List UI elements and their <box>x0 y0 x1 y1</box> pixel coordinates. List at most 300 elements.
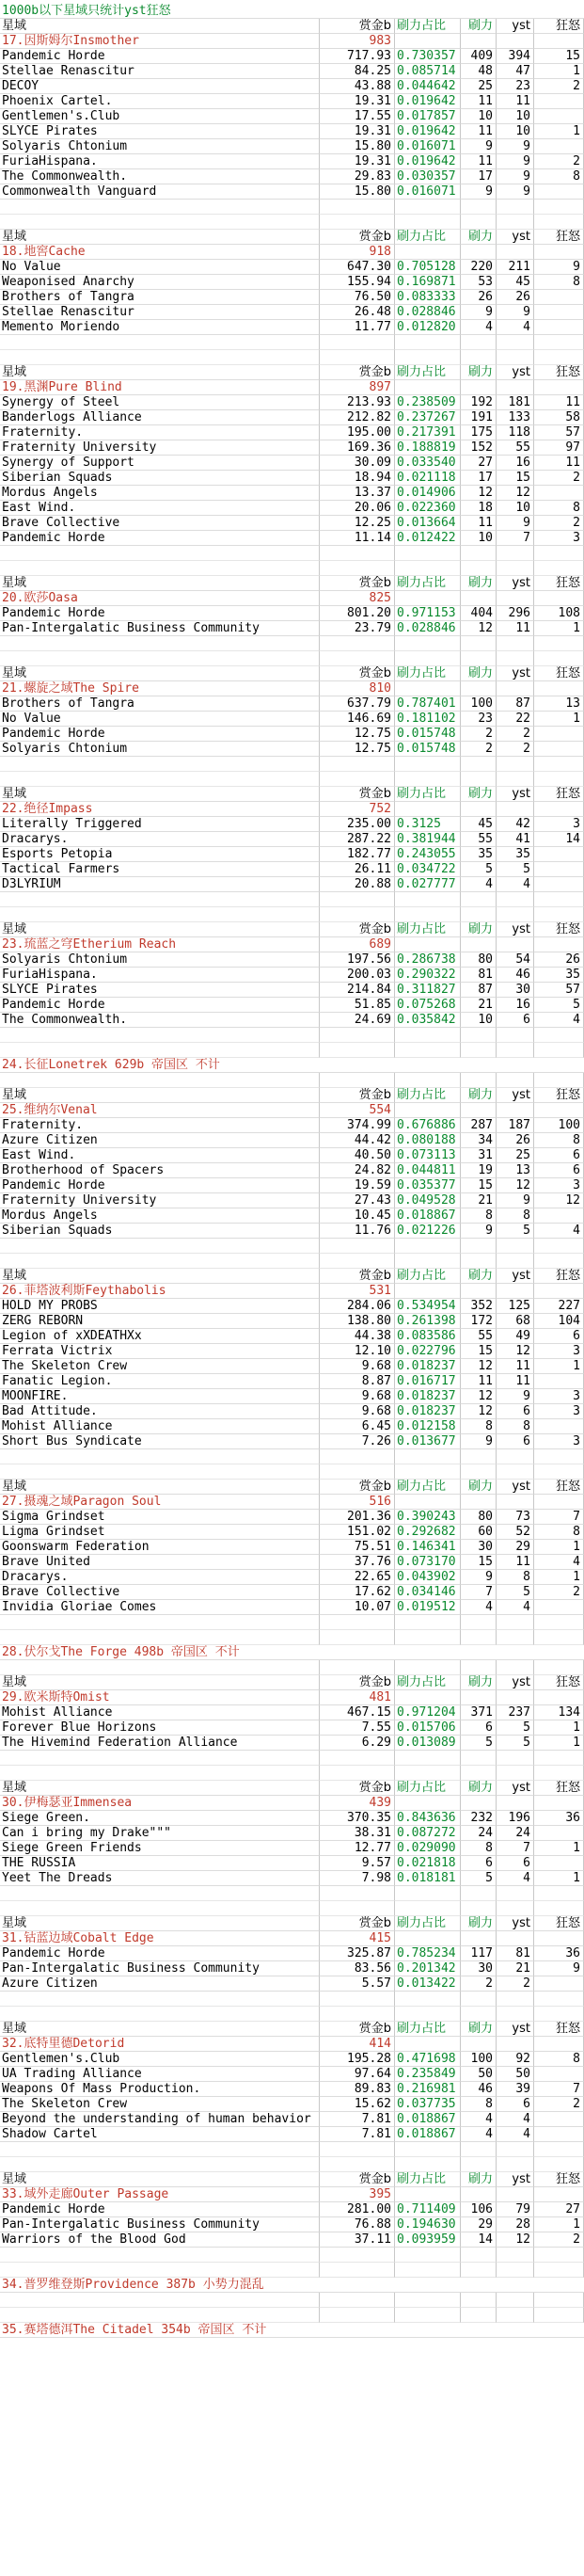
cell[interactable]: D3LYRIUM <box>0 877 320 892</box>
cell[interactable] <box>0 2157 320 2172</box>
cell[interactable] <box>320 1751 395 1766</box>
cell[interactable] <box>461 802 497 817</box>
cell[interactable] <box>497 2263 534 2278</box>
cell[interactable]: yst <box>497 1916 534 1931</box>
cell[interactable]: 星域 <box>0 230 320 245</box>
cell[interactable]: 狂怒 <box>534 2022 584 2037</box>
cell[interactable] <box>534 1073 584 1088</box>
cell[interactable]: Fraternity. <box>0 1118 320 1133</box>
cell[interactable]: 0.035842 <box>395 1013 461 1028</box>
cell[interactable]: 106 <box>461 2202 497 2217</box>
cell[interactable]: 25.维纳尔Venal <box>0 1103 320 1118</box>
cell[interactable]: 10.45 <box>320 1208 395 1224</box>
cell[interactable]: 25 <box>497 1148 534 1163</box>
cell[interactable] <box>0 561 320 576</box>
cell[interactable] <box>395 937 461 952</box>
cell[interactable]: 55 <box>461 1329 497 1344</box>
cell[interactable]: 50 <box>461 2067 497 2082</box>
cell[interactable] <box>0 1464 320 1480</box>
cell[interactable]: 60 <box>461 1525 497 1540</box>
cell[interactable]: 83.56 <box>320 1961 395 1976</box>
cell[interactable]: 0.013677 <box>395 1434 461 1449</box>
cell[interactable]: yst <box>497 666 534 681</box>
cell[interactable]: 16 <box>497 998 534 1013</box>
cell[interactable]: 0.971153 <box>395 606 461 621</box>
cell[interactable] <box>320 1766 395 1781</box>
cell[interactable]: 23 <box>497 79 534 94</box>
cell[interactable]: 1 <box>534 124 584 139</box>
cell[interactable] <box>534 1630 584 1645</box>
cell[interactable]: 8 <box>534 275 584 290</box>
cell[interactable]: 531 <box>320 1284 395 1299</box>
cell[interactable] <box>534 320 584 335</box>
cell[interactable]: 28 <box>497 2217 534 2232</box>
cell[interactable]: 1 <box>534 1720 584 1736</box>
cell[interactable] <box>534 727 584 742</box>
cell[interactable]: Warriors of the Blood God <box>0 2232 320 2248</box>
cell[interactable] <box>534 651 584 666</box>
cell[interactable]: 22 <box>497 712 534 727</box>
cell[interactable] <box>461 380 497 395</box>
cell[interactable]: 狂怒 <box>534 365 584 380</box>
cell[interactable]: 195.28 <box>320 2052 395 2067</box>
cell[interactable] <box>320 200 395 215</box>
cell[interactable] <box>497 1073 534 1088</box>
cell[interactable] <box>320 350 395 365</box>
cell[interactable]: 0.034722 <box>395 862 461 877</box>
cell[interactable]: 296 <box>497 606 534 621</box>
cell[interactable]: 11 <box>461 516 497 531</box>
cell[interactable] <box>461 215 497 230</box>
cell[interactable]: 0.083586 <box>395 1329 461 1344</box>
cell[interactable]: 19.黑渊Pure Blind <box>0 380 320 395</box>
cell[interactable] <box>0 1992 320 2007</box>
cell[interactable]: yst <box>497 787 534 802</box>
cell[interactable]: 0.237267 <box>395 410 461 425</box>
cell[interactable]: 80 <box>461 1510 497 1525</box>
cell[interactable] <box>0 2263 320 2278</box>
cell[interactable]: East Wind. <box>0 1148 320 1163</box>
cell[interactable]: 19 <box>461 1163 497 1178</box>
cell[interactable] <box>534 2248 584 2263</box>
cell[interactable] <box>497 2308 534 2323</box>
cell[interactable]: 11.14 <box>320 531 395 546</box>
cell[interactable] <box>395 380 461 395</box>
cell[interactable]: 44.42 <box>320 1133 395 1148</box>
cell[interactable]: East Wind. <box>0 501 320 516</box>
cell[interactable]: 8 <box>461 1419 497 1434</box>
cell[interactable]: 12 <box>461 1389 497 1404</box>
cell[interactable]: 0.201342 <box>395 1961 461 1976</box>
cell[interactable]: 9 <box>497 169 534 184</box>
cell[interactable] <box>534 2112 584 2127</box>
cell[interactable] <box>497 802 534 817</box>
cell[interactable]: Ferrata Victrix <box>0 1344 320 1359</box>
cell[interactable] <box>320 1073 395 1088</box>
cell[interactable]: 刷力占比 <box>395 576 461 591</box>
cell[interactable]: 5 <box>534 998 584 1013</box>
cell[interactable] <box>395 1073 461 1088</box>
cell[interactable]: 0.028846 <box>395 621 461 636</box>
cell[interactable] <box>461 2248 497 2263</box>
cell[interactable]: Synergy of Support <box>0 456 320 471</box>
cell[interactable]: 41 <box>497 832 534 847</box>
cell[interactable] <box>534 215 584 230</box>
cell[interactable]: 89.83 <box>320 2082 395 2097</box>
cell[interactable] <box>320 561 395 576</box>
cell[interactable]: 21.螺旋之域The Spire <box>0 681 320 696</box>
cell[interactable]: 0.033540 <box>395 456 461 471</box>
cell[interactable]: Bad Attitude. <box>0 1404 320 1419</box>
cell[interactable]: Solyaris Chtonium <box>0 952 320 968</box>
cell[interactable]: 星域 <box>0 2172 320 2187</box>
cell[interactable] <box>497 245 534 260</box>
cell[interactable] <box>320 1464 395 1480</box>
cell[interactable] <box>497 1630 534 1645</box>
cell[interactable] <box>395 2007 461 2022</box>
cell[interactable] <box>395 1931 461 1946</box>
cell[interactable]: 8.87 <box>320 1374 395 1389</box>
cell[interactable]: 0.146341 <box>395 1540 461 1555</box>
cell[interactable]: 狂怒 <box>534 1916 584 1931</box>
cell[interactable]: Phoenix Cartel. <box>0 94 320 109</box>
cell[interactable]: 赏金b <box>320 1916 395 1931</box>
cell[interactable] <box>395 1254 461 1269</box>
cell[interactable]: Pan-Intergalatic Business Community <box>0 1961 320 1976</box>
cell[interactable]: 12 <box>497 486 534 501</box>
cell[interactable]: 星域 <box>0 2022 320 2037</box>
cell[interactable]: 0.018237 <box>395 1359 461 1374</box>
cell[interactable]: 11 <box>497 94 534 109</box>
cell[interactable]: The Commonwealth. <box>0 169 320 184</box>
cell[interactable]: Fraternity University <box>0 1193 320 1208</box>
cell[interactable] <box>497 200 534 215</box>
cell[interactable] <box>395 546 461 561</box>
cell[interactable] <box>320 1028 395 1043</box>
cell[interactable]: 175 <box>461 425 497 440</box>
cell[interactable]: 200.03 <box>320 968 395 983</box>
cell[interactable]: The Commonwealth. <box>0 1013 320 1028</box>
cell[interactable]: 211 <box>497 260 534 275</box>
cell[interactable]: 7 <box>461 1585 497 1600</box>
cell[interactable]: 35.赛塔德洱The Citadel 354b 帝国区 不计 <box>0 2323 584 2338</box>
cell[interactable] <box>534 1766 584 1781</box>
cell[interactable] <box>461 1043 497 1058</box>
cell[interactable] <box>497 892 534 907</box>
cell[interactable]: 24 <box>461 1826 497 1841</box>
cell[interactable]: 0.235849 <box>395 2067 461 2082</box>
cell[interactable]: 58 <box>534 410 584 425</box>
cell[interactable]: 刷力 <box>461 576 497 591</box>
cell[interactable] <box>461 1239 497 1254</box>
cell[interactable]: 0.216981 <box>395 2082 461 2097</box>
cell[interactable] <box>461 1751 497 1766</box>
cell[interactable] <box>534 847 584 862</box>
cell[interactable]: Brave United <box>0 1555 320 1570</box>
cell[interactable] <box>534 1976 584 1992</box>
cell[interactable]: Pan-Intergalatic Business Community <box>0 621 320 636</box>
cell[interactable]: FuriaHispana. <box>0 154 320 169</box>
cell[interactable] <box>461 1449 497 1464</box>
cell[interactable] <box>534 546 584 561</box>
cell[interactable] <box>320 1630 395 1645</box>
cell[interactable] <box>0 757 320 772</box>
cell[interactable]: 21 <box>497 1961 534 1976</box>
cell[interactable] <box>497 2007 534 2022</box>
cell[interactable]: 9 <box>461 184 497 200</box>
cell[interactable]: 138.80 <box>320 1314 395 1329</box>
cell[interactable]: 7 <box>497 1841 534 1856</box>
cell[interactable] <box>461 2293 497 2308</box>
cell[interactable]: Fraternity. <box>0 425 320 440</box>
cell[interactable]: 0.019642 <box>395 94 461 109</box>
cell[interactable] <box>0 2248 320 2263</box>
cell[interactable]: 26 <box>534 952 584 968</box>
cell[interactable]: 刷力占比 <box>395 1269 461 1284</box>
cell[interactable]: 169.36 <box>320 440 395 456</box>
cell[interactable]: 45 <box>461 817 497 832</box>
cell[interactable]: 刷力 <box>461 365 497 380</box>
cell[interactable]: 5 <box>461 1871 497 1886</box>
cell[interactable] <box>395 1464 461 1480</box>
cell[interactable]: 23.79 <box>320 621 395 636</box>
cell[interactable]: Synergy of Steel <box>0 395 320 410</box>
cell[interactable]: 0.037735 <box>395 2097 461 2112</box>
cell[interactable]: 1 <box>534 64 584 79</box>
cell[interactable]: 12 <box>497 2232 534 2248</box>
cell[interactable] <box>461 907 497 922</box>
cell[interactable] <box>320 1239 395 1254</box>
cell[interactable]: Pan-Intergalatic Business Community <box>0 2217 320 2232</box>
cell[interactable]: 27.摄魂之域Paragon Soul <box>0 1495 320 1510</box>
cell[interactable]: Esports Petopia <box>0 847 320 862</box>
cell[interactable]: Solyaris Chtonium <box>0 139 320 154</box>
cell[interactable] <box>534 2007 584 2022</box>
cell[interactable]: 0.013089 <box>395 1736 461 1751</box>
cell[interactable] <box>534 2037 584 2052</box>
cell[interactable] <box>534 350 584 365</box>
cell[interactable]: Forever Blue Horizons <box>0 1720 320 1736</box>
cell[interactable]: 狂怒 <box>534 2172 584 2187</box>
cell[interactable]: 0.016071 <box>395 139 461 154</box>
cell[interactable]: 1 <box>534 1570 584 1585</box>
cell[interactable] <box>395 2308 461 2323</box>
cell[interactable] <box>0 1901 320 1916</box>
cell[interactable] <box>497 1103 534 1118</box>
cell[interactable] <box>395 215 461 230</box>
cell[interactable] <box>320 907 395 922</box>
cell[interactable] <box>497 2157 534 2172</box>
cell[interactable] <box>497 1992 534 2007</box>
cell[interactable]: 19.59 <box>320 1178 395 1193</box>
cell[interactable] <box>461 2037 497 2052</box>
cell[interactable] <box>320 651 395 666</box>
cell[interactable]: 7.26 <box>320 1434 395 1449</box>
cell[interactable]: 星域 <box>0 787 320 802</box>
cell[interactable]: FuriaHispana. <box>0 968 320 983</box>
cell[interactable]: 467.15 <box>320 1705 395 1720</box>
cell[interactable]: 刷力 <box>461 19 497 34</box>
cell[interactable]: 2 <box>534 79 584 94</box>
cell[interactable] <box>395 1495 461 1510</box>
cell[interactable]: 星域 <box>0 1781 320 1796</box>
cell[interactable]: 104 <box>534 1314 584 1329</box>
cell[interactable]: 6 <box>534 1163 584 1178</box>
cell[interactable]: 8 <box>534 2052 584 2067</box>
cell[interactable]: 0.035377 <box>395 1178 461 1193</box>
cell[interactable]: 6.29 <box>320 1736 395 1751</box>
cell[interactable]: 0.217391 <box>395 425 461 440</box>
cell[interactable]: 0.075268 <box>395 998 461 1013</box>
cell[interactable]: 星域 <box>0 576 320 591</box>
cell[interactable] <box>497 546 534 561</box>
cell[interactable]: Fraternity University <box>0 440 320 456</box>
cell[interactable]: 6 <box>497 1404 534 1419</box>
cell[interactable]: 6 <box>497 1856 534 1871</box>
cell[interactable]: Pandemic Horde <box>0 998 320 1013</box>
cell[interactable]: 0.018237 <box>395 1404 461 1419</box>
cell[interactable]: yst <box>497 1269 534 1284</box>
cell[interactable]: 57 <box>534 425 584 440</box>
cell[interactable]: 0.016717 <box>395 1374 461 1389</box>
cell[interactable] <box>395 1103 461 1118</box>
cell[interactable]: 18.地窖Cache <box>0 245 320 260</box>
cell[interactable]: 409 <box>461 49 497 64</box>
cell[interactable] <box>395 335 461 350</box>
cell[interactable]: 17.62 <box>320 1585 395 1600</box>
cell[interactable]: 11 <box>497 1359 534 1374</box>
cell[interactable]: Dracarys. <box>0 1570 320 1585</box>
cell[interactable]: 235.00 <box>320 817 395 832</box>
cell[interactable]: 赏金b <box>320 922 395 937</box>
cell[interactable]: 0.034146 <box>395 1585 461 1600</box>
cell[interactable]: 0.085714 <box>395 64 461 79</box>
cell[interactable]: 80 <box>461 952 497 968</box>
cell[interactable]: 星域 <box>0 1088 320 1103</box>
cell[interactable]: Goonswarm Federation <box>0 1540 320 1555</box>
cell[interactable]: 赏金b <box>320 1675 395 1690</box>
cell[interactable]: 0.019642 <box>395 124 461 139</box>
cell[interactable]: 133 <box>497 410 534 425</box>
cell[interactable]: Mohist Alliance <box>0 1705 320 1720</box>
cell[interactable] <box>395 1043 461 1058</box>
cell[interactable]: 星域 <box>0 1675 320 1690</box>
cell[interactable]: 46 <box>461 2082 497 2097</box>
cell[interactable]: yst <box>497 2172 534 2187</box>
cell[interactable] <box>0 1660 320 1675</box>
cell[interactable]: 4 <box>461 877 497 892</box>
cell[interactable] <box>534 1374 584 1389</box>
cell[interactable]: 15 <box>461 1555 497 1570</box>
cell[interactable] <box>534 2308 584 2323</box>
cell[interactable]: Azure Citizen <box>0 1133 320 1148</box>
cell[interactable]: Invidia Gloriae Comes <box>0 1600 320 1615</box>
cell[interactable]: SLYCE Pirates <box>0 124 320 139</box>
cell[interactable]: 15.80 <box>320 184 395 200</box>
cell[interactable] <box>320 546 395 561</box>
cell[interactable]: 35 <box>497 847 534 862</box>
cell[interactable]: 30.09 <box>320 456 395 471</box>
cell[interactable]: 狂怒 <box>534 666 584 681</box>
cell[interactable]: 0.705128 <box>395 260 461 275</box>
cell[interactable]: 3 <box>534 531 584 546</box>
cell[interactable]: 87 <box>497 696 534 712</box>
cell[interactable] <box>461 1690 497 1705</box>
cell[interactable]: 47 <box>497 64 534 79</box>
cell[interactable] <box>320 1043 395 1058</box>
cell[interactable]: 49 <box>497 1329 534 1344</box>
cell[interactable]: 赏金b <box>320 1480 395 1495</box>
cell[interactable]: 0.018237 <box>395 1389 461 1404</box>
cell[interactable]: 0.012422 <box>395 531 461 546</box>
cell[interactable] <box>0 2142 320 2157</box>
cell[interactable] <box>0 636 320 651</box>
cell[interactable]: 0.676886 <box>395 1118 461 1133</box>
cell[interactable]: Gentlemen's.Club <box>0 109 320 124</box>
cell[interactable]: 0.093959 <box>395 2232 461 2248</box>
cell[interactable]: 刷力 <box>461 787 497 802</box>
cell[interactable] <box>461 561 497 576</box>
cell[interactable] <box>534 1690 584 1705</box>
cell[interactable]: 0.381944 <box>395 832 461 847</box>
cell[interactable] <box>534 862 584 877</box>
cell[interactable]: 1 <box>534 1736 584 1751</box>
cell[interactable]: 4 <box>534 1555 584 1570</box>
cell[interactable]: 0.028846 <box>395 305 461 320</box>
cell[interactable] <box>534 1254 584 1269</box>
cell[interactable]: 24 <box>497 1826 534 1841</box>
cell[interactable] <box>320 1660 395 1675</box>
cell[interactable] <box>0 1630 320 1645</box>
cell[interactable]: 57 <box>534 983 584 998</box>
cell[interactable] <box>534 1208 584 1224</box>
cell[interactable]: 0.019642 <box>395 154 461 169</box>
cell[interactable]: 9 <box>497 516 534 531</box>
cell[interactable]: 151.02 <box>320 1525 395 1540</box>
cell[interactable]: 5 <box>497 1224 534 1239</box>
cell[interactable]: 0.080188 <box>395 1133 461 1148</box>
cell[interactable]: yst <box>497 19 534 34</box>
cell[interactable] <box>534 877 584 892</box>
cell[interactable] <box>497 2037 534 2052</box>
cell[interactable]: 281.00 <box>320 2202 395 2217</box>
cell[interactable]: 狂怒 <box>534 1269 584 1284</box>
cell[interactable]: 75.51 <box>320 1540 395 1555</box>
cell[interactable]: 7.98 <box>320 1871 395 1886</box>
cell[interactable]: yst <box>497 2022 534 2037</box>
cell[interactable] <box>534 1615 584 1630</box>
cell[interactable] <box>0 200 320 215</box>
cell[interactable] <box>534 290 584 305</box>
cell[interactable] <box>497 757 534 772</box>
cell[interactable] <box>534 681 584 696</box>
cell[interactable]: MOONFIRE. <box>0 1389 320 1404</box>
cell[interactable]: 刷力 <box>461 1781 497 1796</box>
cell[interactable]: Siege Green. <box>0 1811 320 1826</box>
cell[interactable]: 0.015748 <box>395 742 461 757</box>
cell[interactable]: 33.域外走廊Outer Passage <box>0 2187 320 2202</box>
cell[interactable] <box>534 892 584 907</box>
cell[interactable]: 狂怒 <box>534 230 584 245</box>
cell[interactable]: 0.073170 <box>395 1555 461 1570</box>
cell[interactable]: 赏金b <box>320 1088 395 1103</box>
cell[interactable]: 76.88 <box>320 2217 395 2232</box>
cell[interactable]: 3 <box>534 1404 584 1419</box>
cell[interactable] <box>497 1615 534 1630</box>
cell[interactable] <box>395 651 461 666</box>
cell[interactable] <box>320 2007 395 2022</box>
cell[interactable]: 26.11 <box>320 862 395 877</box>
